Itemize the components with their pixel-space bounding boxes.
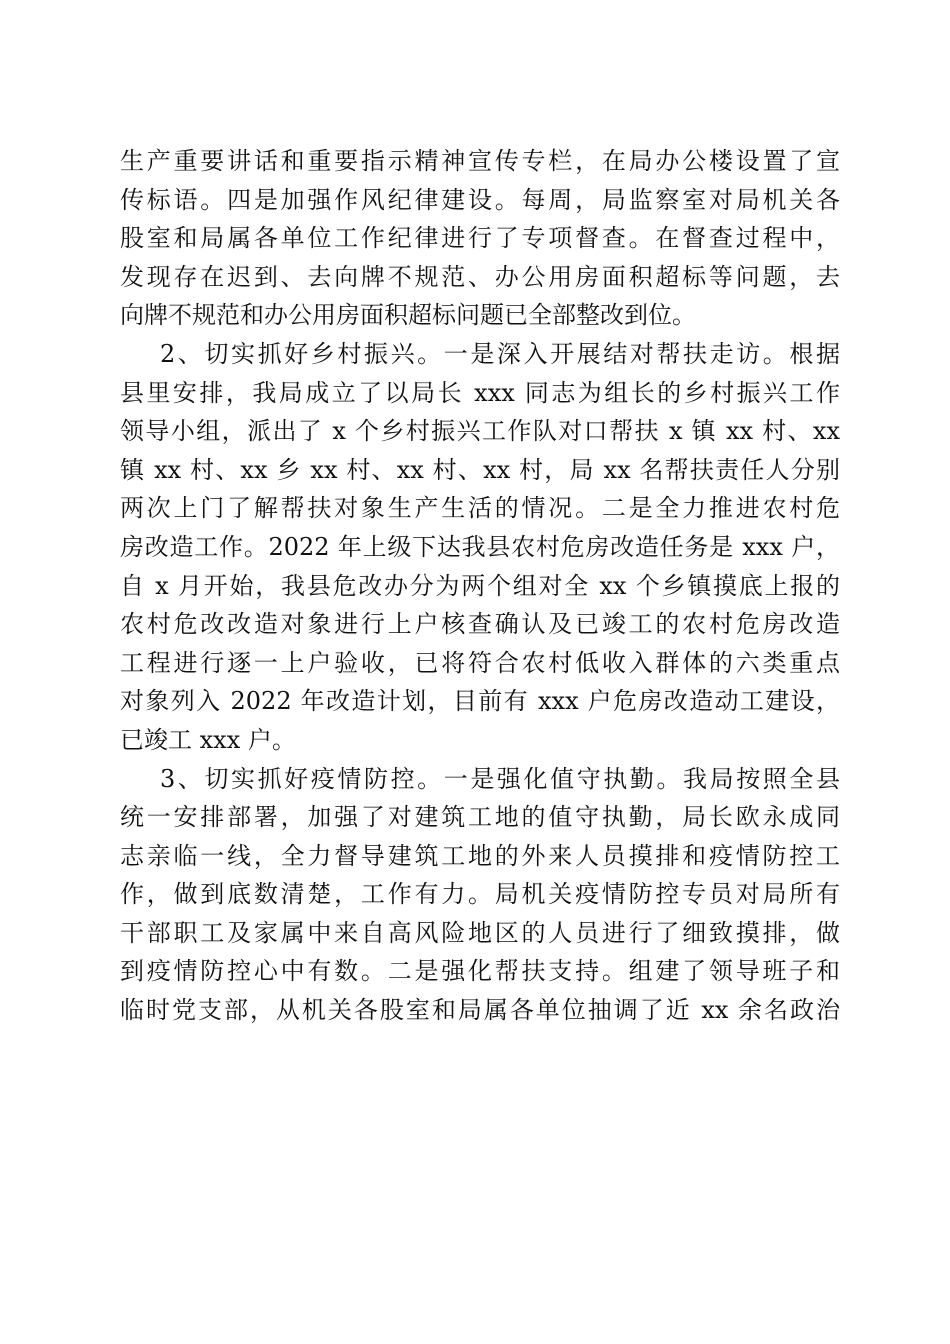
document-body [120, 142, 840, 1030]
text-line: 股室和局属各单位工作纪律进行了专项督查。在督查过程中， [120, 224, 840, 253]
text-line: 传标语。四是加强作风纪律建设。每周，局监察室对局机关各 [120, 185, 840, 214]
text-line: 2、切实抓好乡村振兴。一是深入开展结对帮扶走访。根据 [160, 339, 840, 368]
text-line: 生产重要讲话和重要指示精神宣传专栏，在局办公楼设置了宣 [120, 147, 840, 175]
text-line: 农村危改改造对象进行上户核查确认及已竣工的农村危房改造 [120, 610, 840, 639]
text-line: 县里安排，我局成立了以局长 xxx 同志为组长的乡村振兴工作 [120, 378, 840, 407]
text-line: 两次上门了解帮扶对象生产生活的情况。二是全力推进农村危 [120, 494, 840, 523]
text-line: 发现存在迟到、去向牌不规范、办公用房面积超标等问题，去 [120, 262, 840, 291]
paragraph-epidemic-prevention [120, 760, 840, 1030]
text-line: 工程进行逐一上户验收，已将符合农村低收入群体的六类重点 [120, 648, 840, 677]
text-line: 到疫情防控心中有数。二是强化帮扶支持。组建了领导班子和 [120, 957, 840, 986]
text-line: 3、切实抓好疫情防控。一是强化值守执勤。我局按照全县 [160, 764, 840, 793]
paragraph-rural-revitalization [120, 335, 840, 760]
text-line: 临时党支部，从机关各股室和局属各单位抽调了近 xx 余名政治 [120, 996, 840, 1025]
text-line: 已竣工 xxx 户。 [120, 725, 296, 754]
text-line: 志亲临一线，全力督导建筑工地的外来人员摸排和疫情防控工 [120, 841, 840, 870]
text-line: 领导小组，派出了 x 个乡村振兴工作队对口帮扶 x 镇 xx 村、xx [120, 417, 840, 446]
text-line: 对象列入 2022 年改造计划，目前有 xxx 户危房改造动工建设， [120, 687, 840, 716]
paragraph-discipline [120, 142, 840, 335]
text-line: 镇 xx 村、xx 乡 xx 村、xx 村、xx 村，局 xx 名帮扶责任人分别 [120, 455, 840, 484]
text-line: 房改造工作。2022 年上级下达我县农村危房改造任务是 xxx 户， [120, 532, 840, 561]
text-line: 干部职工及家属中来自高风险地区的人员进行了细致摸排，做 [120, 918, 840, 947]
text-line: 自 x 月开始，我县危改办分为两个组对全 xx 个乡镇摸底上报的 [120, 571, 840, 600]
text-line: 统一安排部署，加强了对建筑工地的值守执勤，局长欧永成同 [120, 803, 840, 832]
text-line: 向牌不规范和办公用房面积超标问题已全部整改到位。 [120, 301, 696, 330]
text-line: 作，做到底数清楚，工作有力。局机关疫情防控专员对局所有 [120, 880, 840, 909]
